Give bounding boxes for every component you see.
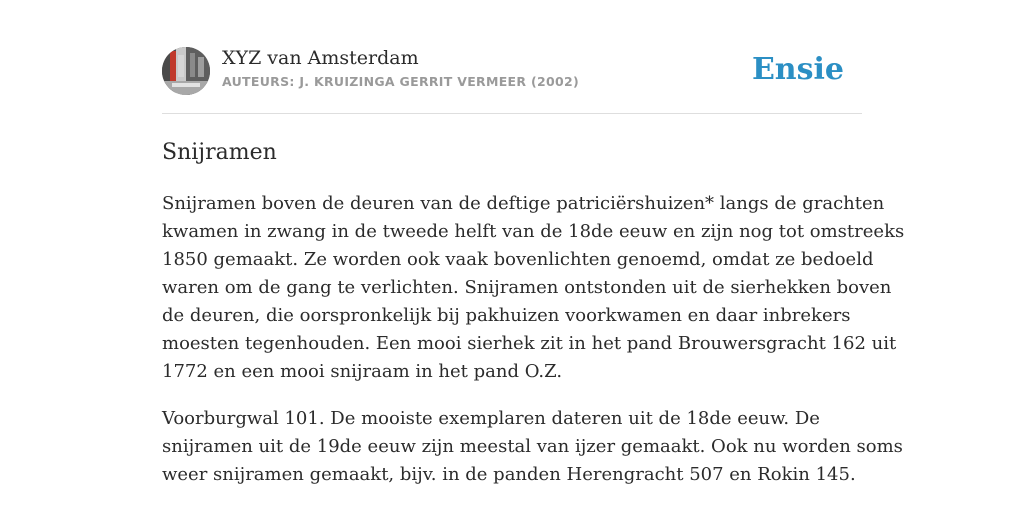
header [162, 46, 862, 96]
body-line: 1772 en een mooi snijraam in het pand O.Z. [162, 361, 563, 382]
book-cover-image [162, 47, 210, 95]
authors-line: AUTEURS: J. KRUIZINGA GERRIT VERMEER (2002) [222, 74, 579, 89]
body-line: de deuren, die oorspronkelijk bij pakhuizen voorkwamen en daar inbrekers [162, 305, 851, 326]
body-line: 1850 gemaakt. Ze worden ook vaak bovenlichten genoemd, omdat ze bedoeld [162, 249, 874, 270]
body-line: waren om de gang te verlichten. Snijramen ontstonden uit de sierhekken boven [162, 277, 892, 298]
book-title[interactable]: XYZ van Amsterdam [222, 47, 419, 69]
body-line: Voorburgwal 101. De mooiste exemplaren dateren uit de 18de eeuw. De [162, 408, 820, 429]
entry-title: Snijramen [162, 140, 277, 165]
book-cover-avatar[interactable] [162, 47, 210, 95]
brand-logo[interactable]: Ensie [751, 52, 844, 87]
body-line: kwamen in zwang in de tweede helft van de 18de eeuw en zijn nog tot omstreeks [162, 221, 905, 242]
entry-body [162, 190, 905, 489]
body-line: moesten tegenhouden. Een mooi sierhek zit in het pand Brouwersgracht 162 uit [162, 333, 897, 354]
body-line: weer snijramen gemaakt, bijv. in de panden Herengracht 507 en Rokin 145. [162, 464, 856, 485]
body-line: snijramen uit de 19de eeuw zijn meestal van ijzer gemaakt. Ook nu worden soms [162, 436, 903, 457]
paragraph-gap [162, 386, 862, 405]
header-divider [162, 113, 862, 114]
body-line: Snijramen boven de deuren van de deftige patriciërshuizen* langs de grachten [162, 193, 885, 214]
